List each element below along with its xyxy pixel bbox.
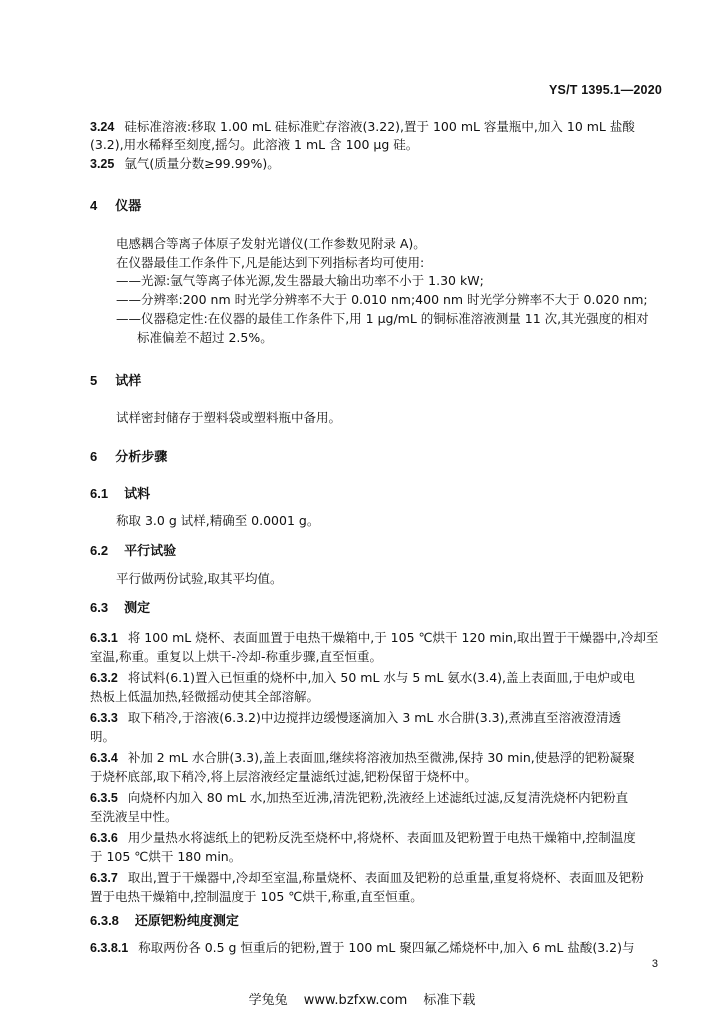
section-5-body: 试样密封储存于塑料袋或塑料瓶中备用。	[116, 410, 342, 425]
clause-6-3-4-line-2: 于烧杯底部,取下稍冷,将上层溶液经定量滤纸过滤,钯粉保留于烧杯中。	[90, 769, 477, 784]
section-4-item-2: ——分辨率:200 nm 时光学分辨率不大于 0.010 nm;400 nm 时光学分辨率不大于 0.020 nm;	[116, 292, 648, 307]
clause-6-3-6-line-2: 于 105 ℃烘干 180 min。	[90, 849, 242, 864]
document-id: YS/T 1395.1—2020	[549, 83, 662, 97]
page-number: 3	[651, 958, 658, 970]
section-4-item-3-line-2: 标准偏差不超过 2.5%。	[137, 330, 273, 345]
section-6-2-body: 平行做两份试验,取其平均值。	[116, 571, 283, 586]
clause-text: 用少量热水将滤纸上的钯粉反洗至烧杯中,将烧杯、表面皿及钯粉置于电热干燥箱中,控制温度	[127, 830, 636, 845]
section-title: 分析步骤	[115, 450, 168, 465]
clause-text: 将试料(6.1)置入已恒重的烧杯中,加入 50 mL 水与 5 mL 氨水(3.4),盖上表面皿,于电炉或电	[127, 670, 635, 685]
clause-6-3-5-line-1	[90, 790, 628, 806]
footer-watermark: 学兔兔 www.bzfxw.com 标准下载	[248, 993, 476, 1008]
clause-6-3-2-line-2: 热板上低温加热,轻微摇动使其全部溶解。	[90, 689, 319, 704]
clause-6-3-7-line-2: 置于电热干燥箱中,控制温度于 105 ℃烘干,称重,直至恒重。	[90, 889, 423, 904]
clause-number: 6.3.5	[90, 791, 118, 805]
clause-text: 将 100 mL 烧杯、表面皿置于电热干燥箱中,于 105 ℃烘干 120 min,取出置于干燥器中,冷却至	[127, 630, 659, 645]
clause-text: 向烧杯内加入 80 mL 水,加热至近沸,清洗钯粉,洗液经上述滤纸过滤,反复清洗烧杯内钯粉直	[127, 790, 629, 805]
section-number: 6.2	[90, 543, 109, 558]
clause-number: 6.3.2	[90, 671, 118, 685]
section-4-para-2: 在仪器最佳工作条件下,凡是能达到下列指标者均可使用:	[116, 255, 425, 270]
section-6-3-heading	[90, 600, 150, 617]
clause-text: 取下稍冷,于溶液(6.3.2)中边搅拌边缓慢逐滴加入 3 mL 水合肼(3.3),煮沸直至溶液澄清透	[127, 710, 621, 725]
section-title: 仪器	[115, 199, 142, 214]
section-title: 还原钯粉纯度测定	[134, 914, 239, 929]
clause-number: 3.24	[90, 120, 115, 134]
section-number: 6	[90, 449, 98, 464]
clause-6-3-5-line-2: 至洗液呈中性。	[90, 809, 178, 824]
section-title: 试料	[124, 487, 151, 502]
clause-number: 3.25	[90, 157, 115, 171]
clause-number: 6.3.7	[90, 871, 118, 885]
section-4-heading	[90, 198, 141, 215]
clause-3-24-line-2: (3.2),用水稀释至刻度,摇匀。此溶液 1 mL 含 100 μg 硅。	[90, 137, 419, 152]
clause-6-3-6-line-1	[90, 830, 636, 846]
clause-6-3-1-line-2: 室温,称重。重复以上烘干-冷却-称重步骤,直至恒重。	[90, 649, 382, 664]
section-6-3-8-heading	[90, 913, 239, 930]
section-title: 测定	[124, 601, 151, 616]
clause-text: 称取两份各 0.5 g 恒重后的钯粉,置于 100 mL 聚四氟乙烯烧杯中,加入 6 mL 盐酸(3.2)与	[138, 940, 635, 955]
clause-6-3-7-line-1	[90, 870, 644, 886]
clause-3-24-line-1	[90, 119, 635, 135]
clause-number: 6.3.6	[90, 831, 118, 845]
section-4-para-1: 电感耦合等离子体原子发射光谱仪(工作参数见附录 A)。	[116, 236, 426, 251]
clause-6-3-4-line-1	[90, 750, 635, 766]
clause-text: 补加 2 mL 水合肼(3.3),盖上表面皿,继续将溶液加热至微沸,保持 30 min,使悬浮的钯粉凝聚	[127, 750, 635, 765]
section-6-2-heading	[90, 543, 176, 560]
section-title: 试样	[115, 374, 142, 389]
section-6-1-heading	[90, 486, 150, 503]
section-5-heading	[90, 373, 141, 390]
clause-6-3-3-line-2: 明。	[90, 729, 116, 744]
section-number: 6.1	[90, 486, 109, 501]
clause-number: 6.3.8.1	[90, 941, 129, 955]
clause-number: 6.3.3	[90, 711, 118, 725]
section-number: 5	[90, 373, 98, 388]
section-title: 平行试验	[124, 544, 177, 559]
clause-6-3-8-1-line-1	[90, 940, 634, 956]
clause-text: 氩气(质量分数≥99.99%)。	[124, 156, 280, 171]
clause-number: 6.3.4	[90, 751, 118, 765]
section-6-heading	[90, 449, 167, 466]
section-number: 6.3	[90, 600, 109, 615]
section-number: 4	[90, 198, 98, 213]
clause-text: 硅标准溶液:移取 1.00 mL 硅标准贮存溶液(3.22),置于 100 mL 容量瓶中,加入 10 mL 盐酸	[124, 119, 635, 134]
clause-6-3-3-line-1	[90, 710, 621, 726]
clause-number: 6.3.1	[90, 631, 118, 645]
section-number: 6.3.8	[90, 913, 119, 928]
clause-3-25	[90, 156, 280, 172]
clause-text: 取出,置于干燥器中,冷却至室温,称量烧杯、表面皿及钯粉的总重量,重复将烧杯、表面皿及钯粉	[127, 870, 644, 885]
clause-6-3-2-line-1	[90, 670, 635, 686]
clause-6-3-1-line-1	[90, 630, 658, 646]
section-4-item-3-line-1: ——仪器稳定性:在仪器的最佳工作条件下,用 1 μg/mL 的铜标准溶液测量 11 次,其光强度的相对	[116, 311, 649, 326]
section-4-item-1: ——光源:氩气等离子体光源,发生器最大输出功率不小于 1.30 kW;	[116, 273, 484, 288]
section-6-1-body: 称取 3.0 g 试样,精确至 0.0001 g。	[116, 513, 320, 528]
